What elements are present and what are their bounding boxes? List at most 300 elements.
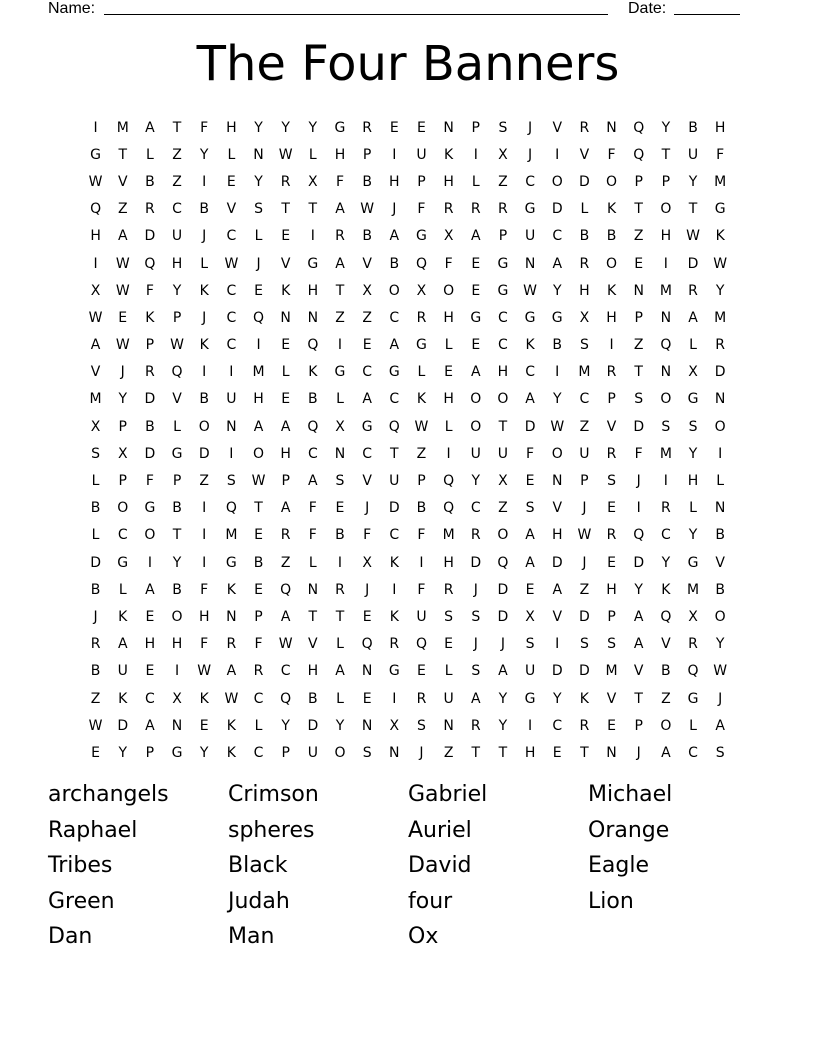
grid-cell: Y	[335, 717, 345, 734]
word-list-item: Orange	[588, 817, 670, 843]
grid-cell: E	[254, 527, 263, 544]
grid-cell: Q	[307, 337, 319, 354]
grid-cell: V	[117, 173, 128, 190]
grid-cell: J	[93, 608, 98, 625]
grid-cell: L	[91, 473, 100, 490]
grid-cell: F	[417, 527, 426, 544]
grid-cell: T	[118, 146, 128, 163]
grid-cell: M	[714, 309, 727, 326]
grid-cell: S	[471, 608, 481, 625]
grid-cell: Q	[660, 608, 672, 625]
grid-cell: N	[226, 608, 237, 625]
grid-cell: A	[226, 663, 237, 680]
grid-cell: S	[688, 418, 698, 435]
grid-cell: V	[362, 473, 372, 490]
grid-cell: G	[334, 119, 346, 136]
grid-cell: R	[688, 282, 698, 299]
grid-cell: E	[444, 636, 454, 653]
grid-cell: R	[470, 527, 481, 544]
grid-row	[82, 739, 734, 766]
grid-cell: B	[145, 418, 155, 435]
grid-cell: H	[280, 445, 291, 462]
grid-cell: I	[147, 554, 152, 571]
grid-cell: L	[336, 690, 344, 707]
grid-cell: M	[659, 282, 672, 299]
grid-cell: B	[552, 337, 563, 354]
grid-cell: P	[254, 608, 263, 625]
grid-cell: N	[307, 581, 319, 598]
grid-cell: S	[607, 473, 616, 490]
grid-cell: O	[497, 527, 509, 544]
grid-cell: R	[416, 309, 427, 326]
grid-cell: I	[473, 146, 478, 163]
grid-cell: A	[145, 581, 155, 598]
grid-cell: P	[607, 608, 616, 625]
grid-cell: N	[389, 744, 400, 761]
grid-cell: A	[498, 663, 508, 680]
grid-cell: K	[715, 228, 725, 245]
grid-cell: V	[661, 636, 671, 653]
grid-cell: G	[361, 418, 373, 435]
grid-cell: A	[633, 636, 644, 653]
grid-cell: E	[118, 309, 128, 326]
word-list-item: Michael	[588, 782, 673, 807]
grid-cell: O	[551, 445, 563, 462]
grid-cell: V	[633, 663, 644, 680]
grid-cell: N	[443, 717, 454, 734]
word-list	[48, 780, 768, 958]
grid-row	[82, 658, 734, 685]
grid-row	[82, 196, 734, 223]
grid-cell: P	[607, 391, 616, 408]
grid-cell: E	[444, 364, 454, 381]
grid-cell: O	[470, 418, 482, 435]
grid-cell: E	[417, 663, 426, 680]
grid-cell: V	[606, 418, 617, 435]
grid-cell: M	[442, 527, 455, 544]
grid-cell: L	[689, 500, 697, 517]
grid-cell: G	[524, 201, 536, 218]
grid-cell: R	[579, 119, 590, 136]
grid-cell: Q	[443, 473, 455, 490]
word-list-item: Man	[228, 924, 275, 949]
grid-cell: S	[715, 744, 725, 761]
grid-cell: A	[715, 717, 725, 734]
grid-cell: P	[145, 337, 155, 354]
grid-cell: R	[688, 636, 698, 653]
grid-cell: S	[417, 717, 426, 734]
word-list-item: Ox	[408, 924, 439, 949]
grid-cell: R	[579, 255, 590, 272]
grid-cell: Y	[281, 717, 290, 734]
grid-cell: A	[145, 717, 155, 734]
name-field-line	[104, 14, 608, 15]
grid-cell: I	[229, 364, 234, 381]
grid-cell: C	[389, 391, 400, 408]
grid-cell: P	[634, 173, 643, 190]
grid-cell: W	[115, 282, 130, 299]
grid-cell: G	[416, 337, 427, 354]
grid-cell: T	[580, 744, 589, 761]
grid-cell: J	[582, 554, 587, 571]
grid-cell: O	[117, 500, 129, 517]
grid-cell: Y	[552, 282, 562, 299]
grid-cell: X	[117, 445, 128, 462]
grid-cell: Z	[416, 445, 427, 462]
grid-cell: X	[579, 309, 590, 326]
grid-cell: Q	[388, 418, 400, 435]
grid-cell: D	[307, 717, 319, 734]
grid-cell: A	[280, 500, 291, 517]
grid-cell: P	[580, 473, 589, 490]
grid-cell: A	[661, 744, 671, 761]
grid-cell: M	[225, 527, 238, 544]
grid-cell: P	[118, 473, 127, 490]
grid-cell: P	[471, 119, 480, 136]
grid-cell: N	[714, 391, 726, 408]
grid-row	[82, 631, 734, 658]
grid-cell: Q	[633, 527, 645, 544]
grid-cell: W	[686, 228, 700, 245]
word-list-item: Tribes	[48, 853, 113, 878]
grid-cell: K	[525, 337, 535, 354]
grid-cell: B	[362, 228, 372, 245]
grid-cell: Q	[497, 554, 509, 571]
grid-row	[82, 277, 734, 304]
grid-cell: A	[335, 255, 345, 272]
grid-cell: Y	[715, 636, 725, 653]
grid-cell: E	[607, 717, 616, 734]
grid-cell: O	[253, 445, 265, 462]
grid-cell: Q	[361, 636, 373, 653]
grid-cell: B	[172, 581, 182, 598]
grid-cell: Z	[362, 309, 372, 326]
date-label: Date:	[628, 0, 667, 17]
grid-cell: S	[498, 119, 508, 136]
grid-cell: G	[714, 201, 726, 218]
grid-cell: O	[660, 717, 672, 734]
grid-cell: K	[416, 391, 427, 408]
grid-cell: T	[498, 418, 508, 435]
grid-cell: Y	[498, 690, 508, 707]
grid-cell: W	[278, 146, 293, 163]
grid-cell: G	[687, 391, 699, 408]
grid-cell: E	[335, 500, 345, 517]
grid-cell: Q	[225, 500, 237, 517]
grid-cell: G	[416, 228, 427, 245]
grid-cell: E	[199, 717, 209, 734]
grid-cell: B	[688, 119, 698, 136]
grid-cell: D	[551, 554, 563, 571]
grid-cell: P	[172, 309, 182, 326]
grid-cell: L	[118, 581, 127, 598]
grid-cell: G	[524, 690, 536, 707]
grid-cell: R	[145, 364, 155, 381]
grid-row	[82, 223, 734, 250]
grid-cell: J	[582, 500, 587, 517]
grid-cell: V	[552, 500, 563, 517]
grid-cell: I	[528, 717, 533, 734]
grid-cell: Y	[471, 473, 481, 490]
grid-cell: L	[336, 391, 344, 408]
grid-cell: I	[718, 445, 723, 462]
grid-cell: B	[199, 201, 209, 218]
grid-cell: Q	[90, 201, 102, 218]
grid-cell: N	[524, 255, 536, 272]
grid-cell: Q	[415, 255, 427, 272]
grid-cell: B	[715, 581, 725, 598]
word-list-item: Black	[228, 853, 288, 878]
grid-cell: A	[389, 228, 400, 245]
grid-cell: V	[226, 201, 237, 218]
grid-cell: W	[197, 663, 212, 680]
grid-cell: I	[174, 663, 180, 680]
grid-cell: U	[416, 146, 427, 163]
grid-cell: E	[471, 337, 481, 354]
grid-cell: J	[202, 228, 207, 245]
word-list-item: Gabriel	[408, 782, 488, 807]
grid-cell: T	[172, 119, 182, 136]
grid-cell: X	[688, 608, 698, 625]
grid-cell: P	[118, 418, 127, 435]
grid-cell: Y	[552, 690, 562, 707]
grid-cell: O	[144, 527, 156, 544]
grid-cell: G	[90, 146, 101, 163]
grid-cell: C	[552, 228, 563, 245]
grid-cell: Q	[633, 146, 645, 163]
grid-cell: L	[308, 146, 317, 163]
grid-cell: T	[634, 364, 643, 381]
grid-cell: J	[473, 636, 478, 653]
grid-cell: S	[471, 663, 481, 680]
grid-cell: H	[579, 282, 590, 299]
grid-cell: W	[224, 255, 239, 272]
grid-cell: T	[172, 527, 182, 544]
grid-cell: M	[578, 364, 591, 381]
grid-cell: I	[609, 337, 614, 354]
grid-cell: A	[253, 418, 264, 435]
grid-cell: X	[688, 364, 698, 381]
grid-cell: H	[497, 364, 509, 381]
grid-cell: I	[419, 554, 424, 571]
grid-cell: H	[443, 309, 454, 326]
grid-cell: K	[226, 581, 236, 598]
grid-cell: C	[362, 364, 373, 381]
grid-cell: E	[362, 608, 372, 625]
grid-cell: I	[337, 337, 343, 354]
grid-cell: H	[606, 309, 617, 326]
grid-cell: H	[307, 282, 319, 299]
grid-row	[82, 141, 734, 168]
grid-cell: L	[444, 418, 453, 435]
grid-cell: P	[634, 309, 643, 326]
grid-row	[82, 413, 734, 440]
grid-cell: U	[497, 445, 509, 462]
grid-cell: T	[335, 608, 345, 625]
grid-cell: U	[389, 473, 400, 490]
grid-cell: E	[91, 744, 100, 761]
grid-cell: V	[308, 636, 318, 653]
grid-cell: B	[90, 581, 101, 598]
grid-cell: G	[225, 554, 237, 571]
grid-cell: I	[202, 527, 207, 544]
grid-cell: N	[633, 282, 644, 299]
grid-cell: E	[281, 337, 291, 354]
grid-cell: M	[89, 391, 102, 408]
grid-cell: O	[334, 744, 346, 761]
grid-cell: Y	[715, 282, 725, 299]
grid-cell: C	[389, 309, 400, 326]
grid-row	[82, 603, 734, 630]
grid-cell: S	[444, 608, 454, 625]
word-list-item: Judah	[228, 888, 290, 914]
grid-cell: D	[144, 228, 156, 245]
grid-cell: U	[524, 663, 536, 680]
grid-cell: B	[90, 500, 101, 517]
grid-cell: S	[226, 473, 236, 490]
grid-row	[82, 712, 734, 739]
grid-cell: L	[227, 146, 236, 163]
grid-cell: D	[579, 663, 590, 680]
grid-cell: C	[226, 282, 237, 299]
grid-cell: Q	[171, 364, 183, 381]
grid-cell: Z	[172, 146, 182, 163]
grid-cell: M	[659, 445, 672, 462]
grid-cell: P	[417, 473, 426, 490]
grid-cell: N	[361, 663, 373, 680]
grid-row	[82, 576, 734, 603]
grid-cell: A	[525, 391, 535, 408]
grid-cell: O	[714, 418, 726, 435]
grid-cell: A	[117, 228, 128, 245]
grid-cell: S	[525, 500, 535, 517]
grid-cell: G	[388, 663, 400, 680]
word-list-item: Green	[48, 888, 115, 914]
grid-cell: A	[145, 119, 155, 136]
grid-cell: Y	[254, 119, 263, 136]
grid-cell: C	[498, 337, 508, 354]
grid-cell: I	[555, 636, 560, 653]
grid-cell: D	[144, 391, 156, 408]
grid-cell: W	[577, 527, 592, 544]
grid-cell: N	[171, 717, 183, 734]
grid-cell: B	[308, 690, 318, 707]
grid-cell: D	[687, 255, 699, 272]
word-list-item: archangels	[48, 782, 169, 807]
date-field-line	[674, 14, 740, 15]
grid-cell: W	[88, 309, 103, 326]
grid-cell: I	[202, 364, 207, 381]
grid-cell: J	[718, 690, 723, 707]
word-search-grid	[82, 114, 734, 767]
grid-cell: D	[497, 608, 509, 625]
grid-cell: P	[281, 744, 290, 761]
grid-cell: V	[606, 690, 617, 707]
grid-cell: H	[660, 228, 672, 245]
grid-cell: I	[392, 581, 397, 598]
grid-cell: I	[636, 500, 641, 517]
word-list-item: Crimson	[228, 782, 319, 807]
grid-cell: O	[171, 608, 183, 625]
grid-cell: R	[226, 636, 237, 653]
grid-cell: D	[579, 608, 590, 625]
grid-cell: R	[606, 364, 617, 381]
grid-cell: T	[308, 201, 318, 218]
grid-cell: R	[715, 337, 726, 354]
grid-cell: S	[362, 744, 372, 761]
grid-cell: T	[335, 282, 345, 299]
grid-cell: J	[500, 636, 505, 653]
grid-cell: Y	[199, 146, 209, 163]
grid-cell: N	[660, 309, 672, 326]
grid-cell: Y	[199, 744, 209, 761]
grid-cell: W	[115, 337, 130, 354]
grid-cell: S	[607, 636, 616, 653]
grid-cell: D	[470, 554, 482, 571]
grid-cell: B	[199, 391, 209, 408]
grid-cell: A	[688, 309, 698, 326]
grid-cell: V	[552, 119, 563, 136]
grid-cell: E	[417, 119, 426, 136]
grid-cell: D	[90, 554, 101, 571]
grid-cell: C	[226, 228, 237, 245]
grid-cell: K	[661, 581, 671, 598]
grid-cell: L	[281, 364, 290, 381]
grid-cell: O	[714, 608, 726, 625]
grid-cell: M	[605, 663, 618, 680]
grid-cell: T	[390, 445, 399, 462]
grid-cell: Q	[633, 119, 645, 136]
grid-cell: E	[281, 228, 291, 245]
grid-cell: G	[687, 690, 699, 707]
grid-cell: I	[202, 173, 207, 190]
grid-cell: S	[579, 337, 589, 354]
grid-cell: T	[688, 201, 698, 218]
grid-cell: K	[444, 146, 454, 163]
grid-cell: F	[145, 473, 154, 490]
grid-cell: M	[116, 119, 129, 136]
grid-cell: Q	[307, 418, 319, 435]
grid-cell: R	[253, 663, 264, 680]
grid-cell: O	[551, 173, 563, 190]
grid-cell: G	[524, 309, 536, 326]
grid-cell: S	[634, 391, 644, 408]
grid-cell: V	[579, 146, 590, 163]
grid-cell: Q	[660, 337, 672, 354]
grid-cell: C	[660, 527, 671, 544]
grid-cell: O	[388, 282, 400, 299]
grid-row	[82, 467, 734, 494]
grid-cell: V	[362, 255, 372, 272]
grid-cell: H	[687, 473, 699, 490]
grid-cell: X	[362, 282, 372, 299]
grid-cell: A	[633, 608, 644, 625]
grid-cell: L	[471, 173, 480, 190]
grid-cell: V	[715, 554, 725, 571]
grid-cell: N	[307, 309, 319, 326]
grid-cell: U	[226, 391, 237, 408]
grid-cell: R	[660, 500, 671, 517]
grid-cell: I	[256, 337, 261, 354]
grid-cell: D	[633, 554, 645, 571]
grid-cell: R	[579, 717, 590, 734]
grid-row	[82, 440, 734, 467]
grid-cell: F	[417, 581, 426, 598]
grid-cell: D	[551, 201, 563, 218]
grid-cell: H	[90, 228, 101, 245]
grid-cell: D	[633, 418, 645, 435]
grid-cell: P	[145, 744, 155, 761]
